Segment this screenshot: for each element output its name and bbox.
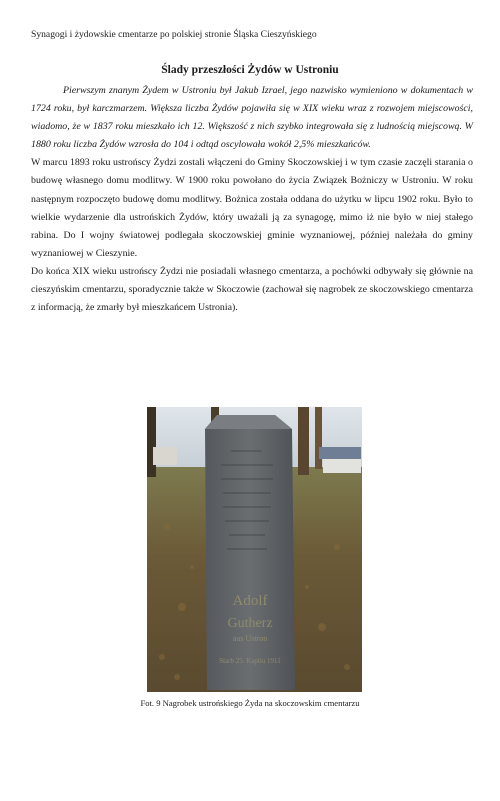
tree-trunk xyxy=(315,407,322,469)
section-title: Ślady przeszłości Żydów w Ustroniu xyxy=(161,64,339,76)
running-header: Synagogi i żydowskie cmentarze po polskiej stronie Śląska Cieszyńskiego xyxy=(31,29,317,40)
inscription-place: aus Ustron xyxy=(232,634,268,643)
inscription-date: Starb 25. Kapliu 1911 xyxy=(219,657,281,665)
gravestone xyxy=(205,415,295,690)
house-wall xyxy=(323,459,361,473)
body-text xyxy=(31,82,473,317)
gravestone-photo xyxy=(147,407,362,692)
paragraph-synagogue: W marcu 1893 roku ustrońscy Żydzi zostali włączeni do Gminy Skoczowskiej i w tym czasie zaczęli starania o budowę własnego domu modlitwy. W 1900 roku powołano do życia Związek Bożniczy w Ustroniu. W roku następnym rozpoczęto budowę domu modlitwy. Bożnica została oddana do użytku w lipcu 1902 roku. Było to wielkie wydarzenie dla ustrońskich Żydów, który uważali ją za synagogę, mimo iż nie było w niej stałego rabina. Do I wojny światowej podlegała skoczowskiej gminie wyznaniowej, później należała do gminy wyznaniowej w Cieszynie. xyxy=(31,157,473,259)
paragraph-cemetery: Do końca XIX wieku ustrońscy Żydzi nie posiadali własnego cmentarza, a pochówki odbywały się głównie na cieszyńskim cmentarzu, sporadycznie także w Skoczowie (zachował się nagrobek ze skoczowskiego cmentarza z informacją, że zmarły był mieszkańcem Ustronia). xyxy=(31,265,473,314)
inscription-surname: Gutherz xyxy=(227,616,273,631)
inscription-name: Adolf xyxy=(232,593,268,609)
photo-caption: Fot. 9 Nagrobek ustrońskiego Żyda na skoczowskim cmentarzu xyxy=(140,698,360,708)
tree-trunk xyxy=(147,407,156,477)
house-roof xyxy=(319,447,361,459)
house-left xyxy=(153,447,177,465)
tree-trunk xyxy=(298,407,309,475)
paragraph-intro: Pierwszym znanym Żydem w Ustroniu był Jakub Izrael, jego nazwisko wymieniono w dokumentach w 1724 roku, był karczmarzem. Większa liczba Żydów pojawiła się w XIX wieku wraz z rozwojem miejscowości, wiadomo, że w 1837 roku mieszkało ich 12. Większość z nich szybko integrowała się z ludnością miejscową. W 1880 roku liczba Żydów wzrosła do 104 i odtąd oscylowała wokół 2,5% mieszkańców. xyxy=(31,85,473,151)
